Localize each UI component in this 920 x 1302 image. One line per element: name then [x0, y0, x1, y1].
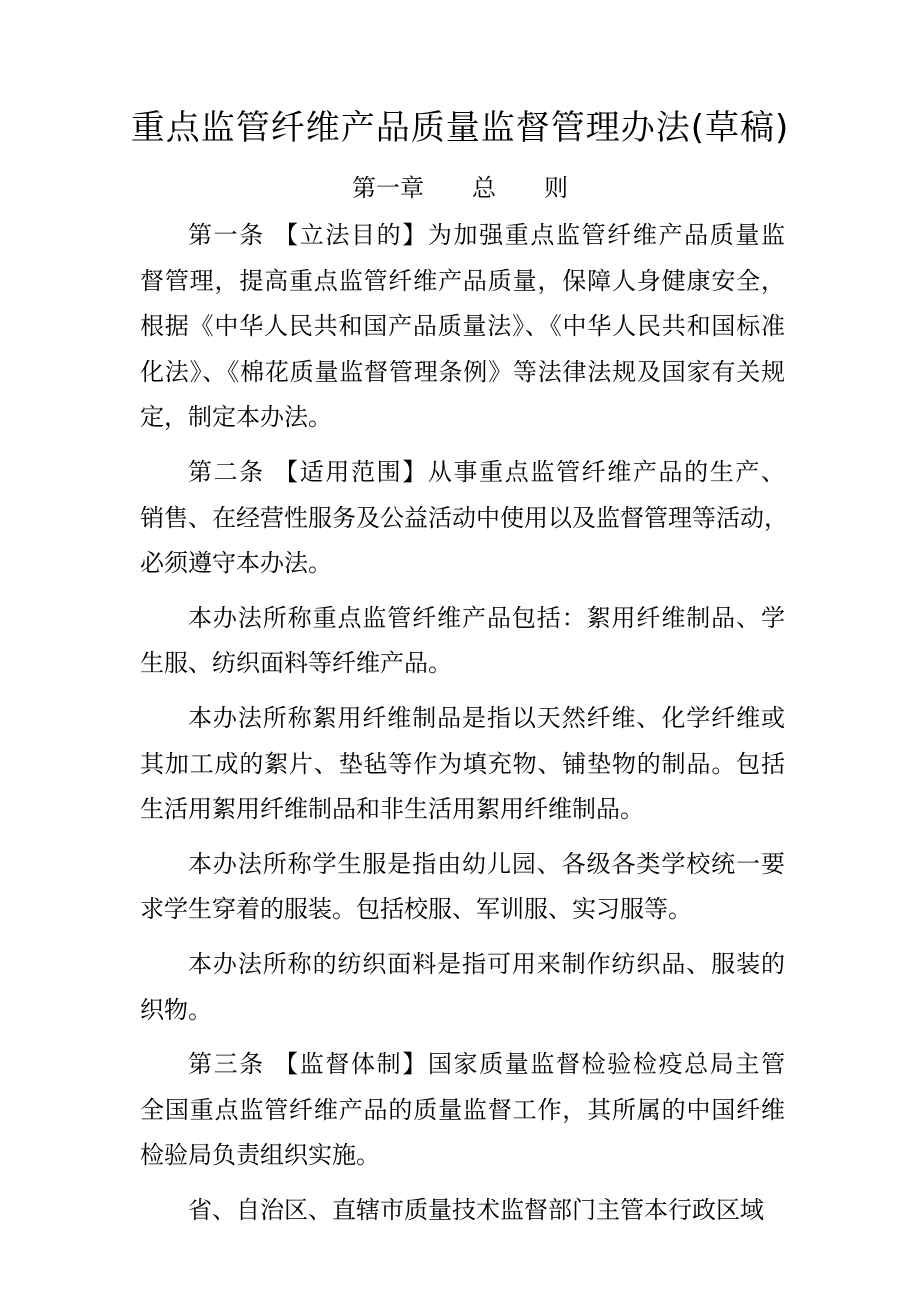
paragraph-line: 本办法所称絮用纤维制品是指以天然纤维、化学纤维或: [188, 703, 785, 732]
document-body: [140, 213, 788, 1233]
paragraph-line: 第三条 【监督体制】国家质量监督检验检疫总局主管: [188, 1050, 785, 1079]
paragraph-line: 定，制定本办法。: [140, 403, 332, 432]
paragraph-line: 第一条 【立法目的】为加强重点监管纤维产品质量监: [188, 221, 785, 249]
paragraph: [140, 596, 785, 687]
paragraph: [140, 842, 785, 933]
paragraph-line: 全国重点监管纤维产品的质量监督工作，其所属的中国纤维: [140, 1095, 785, 1124]
paragraph: [140, 1188, 785, 1234]
paragraph: [140, 696, 785, 833]
paragraph-line: 省、自治区、直辖市质量技术监督部门主管本行政区域: [188, 1195, 764, 1224]
paragraph-line: 本办法所称的纺织面料是指可用来制作纺织品、服装的: [188, 949, 785, 978]
paragraph-gap: [140, 441, 785, 450]
paragraph-line: 生活用絮用纤维制品和非生活用絮用纤维制品。: [140, 795, 644, 824]
paragraph: [140, 450, 788, 587]
paragraph-line: 督管理，提高重点监管纤维产品质量，保障人身健康安全，: [140, 266, 785, 295]
paragraph-gap: [140, 687, 785, 696]
paragraph-line: 生服、纺织面料等纤维产品。: [140, 649, 452, 678]
paragraph-line: 织物。: [140, 995, 212, 1024]
paragraph: [140, 942, 785, 1033]
paragraph: [140, 1042, 785, 1179]
paragraph-line: 本办法所称学生服是指由幼儿园、各级各类学校统一要: [188, 849, 785, 878]
paragraph-line: 其加工成的絮片、垫毡等作为填充物、铺垫物的制品。包括: [140, 749, 785, 778]
paragraph-gap: [140, 1033, 785, 1042]
paragraph-gap: [140, 1179, 785, 1188]
paragraph: [140, 213, 785, 441]
paragraph-gap: [140, 833, 785, 842]
paragraph-line: 根据《中华人民共和国产品质量法》、《中华人民共和国标准: [140, 312, 785, 341]
paragraph-line: 检验局负责组织实施。: [140, 1141, 380, 1170]
paragraph-line: 销售、在经营性服务及公益活动中使用以及监督管理等活动，: [140, 503, 788, 532]
document-title: 重点监管纤维产品质量监督管理办法(草稿): [130, 108, 790, 148]
paragraph-gap: [140, 587, 785, 596]
paragraph-line: 化法》、《棉花质量监督管理条例》等法律法规及国家有关规: [140, 357, 785, 386]
paragraph-gap: [140, 933, 785, 942]
paragraph-line: 第二条 【适用范围】从事重点监管纤维产品的生产、: [188, 457, 785, 486]
paragraph-line: 求学生穿着的服装。包括校服、军训服、实习服等。: [140, 895, 692, 924]
paragraph-line: 本办法所称重点监管纤维产品包括：絮用纤维制品、学: [188, 603, 785, 632]
chapter-heading: 第一章 总 则: [352, 174, 568, 202]
paragraph-line: 必须遵守本办法。: [140, 549, 332, 578]
